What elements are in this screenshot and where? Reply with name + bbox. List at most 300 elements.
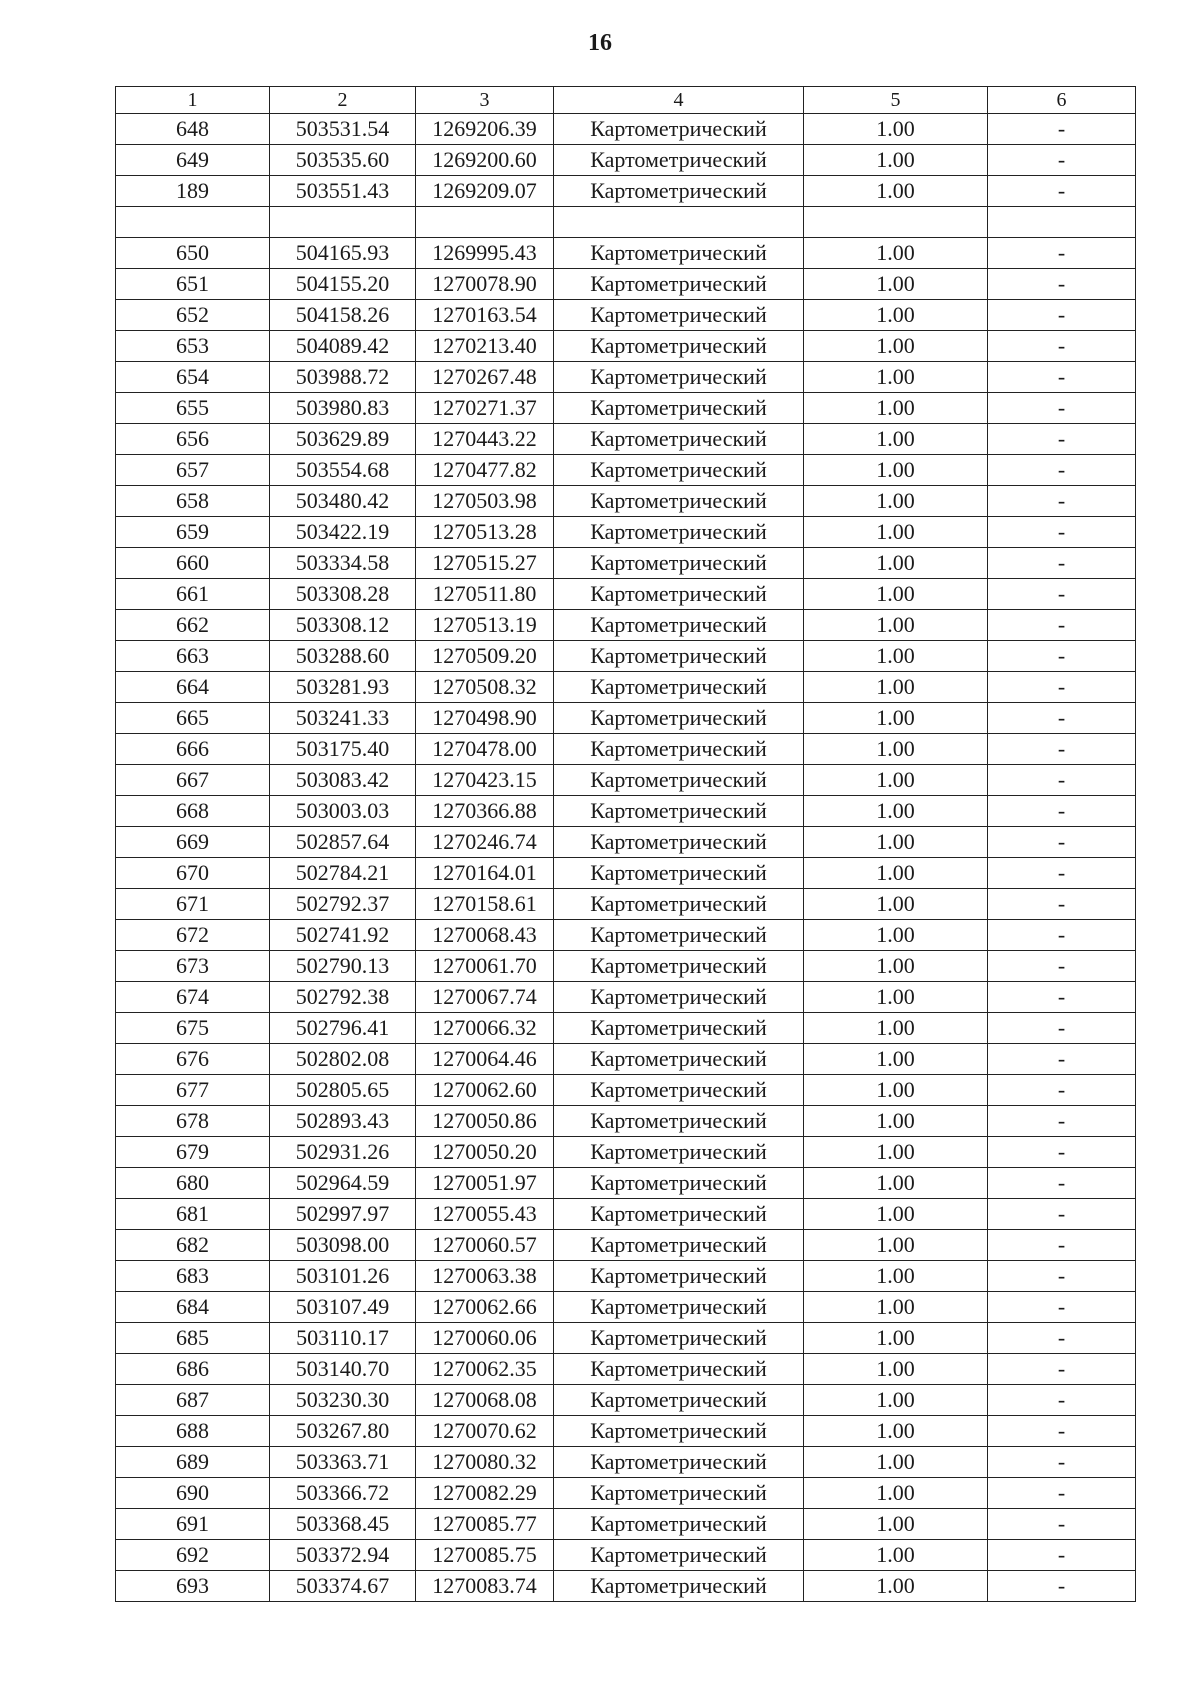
- cell-method: Картометрический: [554, 1385, 804, 1416]
- cell-note: -: [988, 1447, 1136, 1478]
- cell-point-number: 671: [116, 889, 270, 920]
- cell-y-coordinate: 1270070.62: [416, 1416, 554, 1447]
- cell-note: -: [988, 920, 1136, 951]
- cell-y-coordinate: 1270068.43: [416, 920, 554, 951]
- table-row: [116, 1106, 1136, 1137]
- cell-y-coordinate: 1270085.77: [416, 1509, 554, 1540]
- cell-method: Картометрический: [554, 920, 804, 951]
- cell-accuracy: 1.00: [804, 1044, 988, 1075]
- table-row: [116, 1013, 1136, 1044]
- cell-y-coordinate: 1270267.48: [416, 362, 554, 393]
- cell-method: Картометрический: [554, 1168, 804, 1199]
- cell-y-coordinate: 1270050.86: [416, 1106, 554, 1137]
- cell-accuracy: 1.00: [804, 579, 988, 610]
- cell-y-coordinate: 1270062.60: [416, 1075, 554, 1106]
- cell-point-number: 667: [116, 765, 270, 796]
- cell-method: Картометрический: [554, 672, 804, 703]
- table-header: [116, 87, 1136, 114]
- cell-y-coordinate: 1270060.57: [416, 1230, 554, 1261]
- cell-x-coordinate: 503368.45: [270, 1509, 416, 1540]
- cell-accuracy: 1.00: [804, 114, 988, 145]
- table-row: [116, 858, 1136, 889]
- cell-note: -: [988, 517, 1136, 548]
- cell-method: Картометрический: [554, 269, 804, 300]
- cell-point-number: 688: [116, 1416, 270, 1447]
- cell-point-number: 687: [116, 1385, 270, 1416]
- cell-y-coordinate: 1269995.43: [416, 238, 554, 269]
- cell-accuracy: 1.00: [804, 1571, 988, 1602]
- table-row: [116, 703, 1136, 734]
- cell-accuracy: 1.00: [804, 796, 988, 827]
- cell-point-number: 683: [116, 1261, 270, 1292]
- cell-accuracy: 1.00: [804, 1106, 988, 1137]
- cell-note: -: [988, 393, 1136, 424]
- cell-x-coordinate: 503308.28: [270, 579, 416, 610]
- cell-y-coordinate: 1270478.00: [416, 734, 554, 765]
- table-row: [116, 1323, 1136, 1354]
- table-row: [116, 672, 1136, 703]
- cell-point-number: 675: [116, 1013, 270, 1044]
- table-row: [116, 982, 1136, 1013]
- cell-note: -: [988, 1230, 1136, 1261]
- cell-accuracy: [804, 207, 988, 238]
- cell-accuracy: 1.00: [804, 889, 988, 920]
- cell-x-coordinate: 504089.42: [270, 331, 416, 362]
- cell-method: Картометрический: [554, 765, 804, 796]
- cell-y-coordinate: 1270213.40: [416, 331, 554, 362]
- column-header-4: 4: [554, 87, 804, 114]
- cell-point-number: 658: [116, 486, 270, 517]
- cell-y-coordinate: 1270513.28: [416, 517, 554, 548]
- cell-accuracy: 1.00: [804, 703, 988, 734]
- cell-method: Картометрический: [554, 1199, 804, 1230]
- cell-note: -: [988, 796, 1136, 827]
- cell-y-coordinate: 1270068.08: [416, 1385, 554, 1416]
- table-row: [116, 1230, 1136, 1261]
- cell-x-coordinate: 503980.83: [270, 393, 416, 424]
- table-row: [116, 1292, 1136, 1323]
- cell-y-coordinate: 1270508.32: [416, 672, 554, 703]
- cell-method: Картометрический: [554, 1478, 804, 1509]
- column-header-2: 2: [270, 87, 416, 114]
- cell-y-coordinate: 1270066.32: [416, 1013, 554, 1044]
- cell-accuracy: 1.00: [804, 1323, 988, 1354]
- cell-accuracy: 1.00: [804, 1261, 988, 1292]
- cell-point-number: 662: [116, 610, 270, 641]
- cell-point-number: 689: [116, 1447, 270, 1478]
- cell-note: -: [988, 1540, 1136, 1571]
- cell-method: Картометрический: [554, 548, 804, 579]
- cell-y-coordinate: 1270511.80: [416, 579, 554, 610]
- cell-accuracy: 1.00: [804, 424, 988, 455]
- cell-method: Картометрический: [554, 796, 804, 827]
- cell-method: Картометрический: [554, 610, 804, 641]
- cell-accuracy: 1.00: [804, 765, 988, 796]
- table-row: [116, 610, 1136, 641]
- cell-note: -: [988, 827, 1136, 858]
- cell-y-coordinate: 1270062.66: [416, 1292, 554, 1323]
- cell-accuracy: 1.00: [804, 1199, 988, 1230]
- cell-y-coordinate: 1270271.37: [416, 393, 554, 424]
- cell-method: Картометрический: [554, 982, 804, 1013]
- cell-x-coordinate: 504165.93: [270, 238, 416, 269]
- table-row: [116, 393, 1136, 424]
- cell-accuracy: 1.00: [804, 1385, 988, 1416]
- cell-point-number: 659: [116, 517, 270, 548]
- table-body: [116, 114, 1136, 1602]
- cell-accuracy: 1.00: [804, 827, 988, 858]
- cell-note: -: [988, 641, 1136, 672]
- cell-accuracy: 1.00: [804, 858, 988, 889]
- cell-y-coordinate: 1269209.07: [416, 176, 554, 207]
- cell-x-coordinate: 502931.26: [270, 1137, 416, 1168]
- cell-y-coordinate: 1270085.75: [416, 1540, 554, 1571]
- cell-accuracy: 1.00: [804, 238, 988, 269]
- cell-method: Картометрический: [554, 331, 804, 362]
- cell-y-coordinate: 1270509.20: [416, 641, 554, 672]
- cell-point-number: 668: [116, 796, 270, 827]
- table-row: [116, 1509, 1136, 1540]
- cell-point-number: 660: [116, 548, 270, 579]
- table-row: [116, 1137, 1136, 1168]
- table-row: [116, 827, 1136, 858]
- cell-accuracy: 1.00: [804, 734, 988, 765]
- cell-y-coordinate: 1270050.20: [416, 1137, 554, 1168]
- cell-point-number: 669: [116, 827, 270, 858]
- cell-method: Картометрический: [554, 1292, 804, 1323]
- table-row: [116, 300, 1136, 331]
- cell-method: Картометрический: [554, 145, 804, 176]
- cell-point-number: 674: [116, 982, 270, 1013]
- cell-method: [554, 207, 804, 238]
- cell-x-coordinate: 502792.37: [270, 889, 416, 920]
- cell-method: Картометрический: [554, 486, 804, 517]
- cell-accuracy: 1.00: [804, 548, 988, 579]
- cell-note: -: [988, 362, 1136, 393]
- cell-accuracy: 1.00: [804, 393, 988, 424]
- cell-y-coordinate: 1270063.38: [416, 1261, 554, 1292]
- cell-x-coordinate: 502802.08: [270, 1044, 416, 1075]
- cell-x-coordinate: 503003.03: [270, 796, 416, 827]
- cell-y-coordinate: 1270366.88: [416, 796, 554, 827]
- cell-method: Картометрический: [554, 703, 804, 734]
- cell-method: Картометрический: [554, 1571, 804, 1602]
- cell-point-number: 686: [116, 1354, 270, 1385]
- cell-y-coordinate: 1270246.74: [416, 827, 554, 858]
- cell-note: -: [988, 1199, 1136, 1230]
- cell-method: Картометрический: [554, 114, 804, 145]
- cell-note: -: [988, 486, 1136, 517]
- cell-accuracy: 1.00: [804, 300, 988, 331]
- cell-y-coordinate: 1270503.98: [416, 486, 554, 517]
- cell-accuracy: 1.00: [804, 517, 988, 548]
- cell-note: -: [988, 1261, 1136, 1292]
- table-row: [116, 1478, 1136, 1509]
- cell-y-coordinate: [416, 207, 554, 238]
- cell-point-number: 652: [116, 300, 270, 331]
- cell-x-coordinate: 503267.80: [270, 1416, 416, 1447]
- cell-method: Картометрический: [554, 1509, 804, 1540]
- cell-note: -: [988, 300, 1136, 331]
- cell-point-number: 690: [116, 1478, 270, 1509]
- table-row: [116, 1261, 1136, 1292]
- cell-note: -: [988, 1385, 1136, 1416]
- table-row: [116, 1199, 1136, 1230]
- table-row: [116, 734, 1136, 765]
- cell-method: Картометрический: [554, 1075, 804, 1106]
- cell-y-coordinate: 1270164.01: [416, 858, 554, 889]
- cell-x-coordinate: 503366.72: [270, 1478, 416, 1509]
- cell-accuracy: 1.00: [804, 1447, 988, 1478]
- table-row: [116, 207, 1136, 238]
- cell-accuracy: 1.00: [804, 1540, 988, 1571]
- column-header-1: 1: [116, 87, 270, 114]
- table-row: [116, 1540, 1136, 1571]
- cell-point-number: 678: [116, 1106, 270, 1137]
- cell-method: Картометрический: [554, 1447, 804, 1478]
- table-row: [116, 548, 1136, 579]
- cell-note: -: [988, 1323, 1136, 1354]
- cell-accuracy: 1.00: [804, 1478, 988, 1509]
- cell-note: -: [988, 176, 1136, 207]
- cell-point-number: 693: [116, 1571, 270, 1602]
- cell-y-coordinate: 1270477.82: [416, 455, 554, 486]
- cell-y-coordinate: 1270443.22: [416, 424, 554, 455]
- table-row: [116, 920, 1136, 951]
- table-row: [116, 424, 1136, 455]
- cell-method: Картометрический: [554, 1044, 804, 1075]
- cell-accuracy: 1.00: [804, 269, 988, 300]
- cell-point-number: 648: [116, 114, 270, 145]
- cell-y-coordinate: 1270515.27: [416, 548, 554, 579]
- cell-x-coordinate: 503241.33: [270, 703, 416, 734]
- cell-y-coordinate: 1270513.19: [416, 610, 554, 641]
- header-row: [116, 87, 1136, 114]
- cell-method: Картометрический: [554, 517, 804, 548]
- table-row: [116, 238, 1136, 269]
- cell-x-coordinate: 503308.12: [270, 610, 416, 641]
- cell-accuracy: 1.00: [804, 1416, 988, 1447]
- table-row: [116, 1168, 1136, 1199]
- cell-x-coordinate: 503988.72: [270, 362, 416, 393]
- cell-note: -: [988, 1478, 1136, 1509]
- cell-note: -: [988, 269, 1136, 300]
- cell-y-coordinate: 1270067.74: [416, 982, 554, 1013]
- cell-point-number: 657: [116, 455, 270, 486]
- cell-accuracy: 1.00: [804, 145, 988, 176]
- cell-x-coordinate: 503372.94: [270, 1540, 416, 1571]
- cell-x-coordinate: 503334.58: [270, 548, 416, 579]
- cell-y-coordinate: 1270051.97: [416, 1168, 554, 1199]
- cell-x-coordinate: [270, 207, 416, 238]
- cell-x-coordinate: 503281.93: [270, 672, 416, 703]
- table-row: [116, 269, 1136, 300]
- cell-point-number: 680: [116, 1168, 270, 1199]
- cell-x-coordinate: 502964.59: [270, 1168, 416, 1199]
- cell-x-coordinate: 503098.00: [270, 1230, 416, 1261]
- cell-x-coordinate: 503363.71: [270, 1447, 416, 1478]
- cell-y-coordinate: 1269200.60: [416, 145, 554, 176]
- cell-method: Картометрический: [554, 579, 804, 610]
- table-row: [116, 1571, 1136, 1602]
- cell-x-coordinate: 502805.65: [270, 1075, 416, 1106]
- cell-note: -: [988, 579, 1136, 610]
- cell-method: Картометрический: [554, 1416, 804, 1447]
- column-header-6: 6: [988, 87, 1136, 114]
- table-row: [116, 1416, 1136, 1447]
- cell-point-number: 672: [116, 920, 270, 951]
- cell-x-coordinate: 503140.70: [270, 1354, 416, 1385]
- cell-method: Картометрический: [554, 455, 804, 486]
- table-row: [116, 517, 1136, 548]
- cell-point-number: [116, 207, 270, 238]
- cell-point-number: 692: [116, 1540, 270, 1571]
- cell-method: Картометрический: [554, 1137, 804, 1168]
- cell-note: -: [988, 1013, 1136, 1044]
- cell-note: -: [988, 672, 1136, 703]
- cell-method: Картометрический: [554, 889, 804, 920]
- cell-x-coordinate: 504158.26: [270, 300, 416, 331]
- cell-note: -: [988, 951, 1136, 982]
- table-row: [116, 486, 1136, 517]
- cell-method: Картометрический: [554, 641, 804, 672]
- cell-point-number: 684: [116, 1292, 270, 1323]
- column-header-3: 3: [416, 87, 554, 114]
- table-row: [116, 455, 1136, 486]
- cell-point-number: 681: [116, 1199, 270, 1230]
- cell-accuracy: 1.00: [804, 176, 988, 207]
- cell-y-coordinate: 1270061.70: [416, 951, 554, 982]
- cell-point-number: 650: [116, 238, 270, 269]
- cell-point-number: 677: [116, 1075, 270, 1106]
- cell-accuracy: 1.00: [804, 362, 988, 393]
- cell-accuracy: 1.00: [804, 951, 988, 982]
- cell-note: [988, 207, 1136, 238]
- table-row: [116, 362, 1136, 393]
- cell-note: -: [988, 982, 1136, 1013]
- table-row: [116, 951, 1136, 982]
- cell-x-coordinate: 502792.38: [270, 982, 416, 1013]
- cell-method: Картометрический: [554, 362, 804, 393]
- cell-note: -: [988, 889, 1136, 920]
- cell-method: Картометрический: [554, 1540, 804, 1571]
- table-row: [116, 1044, 1136, 1075]
- cell-point-number: 691: [116, 1509, 270, 1540]
- cell-x-coordinate: 503531.54: [270, 114, 416, 145]
- cell-accuracy: 1.00: [804, 331, 988, 362]
- cell-x-coordinate: 503422.19: [270, 517, 416, 548]
- table-row: [116, 1075, 1136, 1106]
- cell-y-coordinate: 1270498.90: [416, 703, 554, 734]
- cell-note: -: [988, 145, 1136, 176]
- cell-note: -: [988, 1106, 1136, 1137]
- cell-x-coordinate: 503480.42: [270, 486, 416, 517]
- cell-point-number: 661: [116, 579, 270, 610]
- cell-point-number: 189: [116, 176, 270, 207]
- cell-note: -: [988, 1509, 1136, 1540]
- cell-note: -: [988, 1292, 1136, 1323]
- cell-accuracy: 1.00: [804, 1509, 988, 1540]
- cell-x-coordinate: 503554.68: [270, 455, 416, 486]
- cell-x-coordinate: 502796.41: [270, 1013, 416, 1044]
- page-number: 16: [588, 30, 612, 56]
- cell-y-coordinate: 1270078.90: [416, 269, 554, 300]
- cell-note: -: [988, 858, 1136, 889]
- cell-point-number: 651: [116, 269, 270, 300]
- cell-point-number: 663: [116, 641, 270, 672]
- cell-method: Картометрический: [554, 393, 804, 424]
- cell-note: -: [988, 424, 1136, 455]
- cell-x-coordinate: 503374.67: [270, 1571, 416, 1602]
- table-row: [116, 114, 1136, 145]
- table-row: [116, 765, 1136, 796]
- cell-method: Картометрический: [554, 734, 804, 765]
- cell-y-coordinate: 1270080.32: [416, 1447, 554, 1478]
- cell-point-number: 673: [116, 951, 270, 982]
- table-row: [116, 1385, 1136, 1416]
- cell-accuracy: 1.00: [804, 672, 988, 703]
- cell-point-number: 665: [116, 703, 270, 734]
- cell-y-coordinate: 1270423.15: [416, 765, 554, 796]
- cell-note: -: [988, 734, 1136, 765]
- cell-note: -: [988, 1075, 1136, 1106]
- cell-point-number: 649: [116, 145, 270, 176]
- cell-point-number: 666: [116, 734, 270, 765]
- table-row: [116, 889, 1136, 920]
- cell-accuracy: 1.00: [804, 1137, 988, 1168]
- cell-accuracy: 1.00: [804, 610, 988, 641]
- cell-x-coordinate: 502857.64: [270, 827, 416, 858]
- cell-note: -: [988, 114, 1136, 145]
- cell-note: -: [988, 455, 1136, 486]
- cell-method: Картометрический: [554, 176, 804, 207]
- table-row: [116, 1447, 1136, 1478]
- cell-x-coordinate: 502741.92: [270, 920, 416, 951]
- cell-x-coordinate: 503629.89: [270, 424, 416, 455]
- cell-method: Картометрический: [554, 300, 804, 331]
- cell-x-coordinate: 503083.42: [270, 765, 416, 796]
- cell-point-number: 682: [116, 1230, 270, 1261]
- cell-x-coordinate: 503110.17: [270, 1323, 416, 1354]
- cell-x-coordinate: 504155.20: [270, 269, 416, 300]
- cell-x-coordinate: 503230.30: [270, 1385, 416, 1416]
- cell-x-coordinate: 503288.60: [270, 641, 416, 672]
- cell-method: Картометрический: [554, 1354, 804, 1385]
- cell-point-number: 656: [116, 424, 270, 455]
- cell-note: -: [988, 1354, 1136, 1385]
- cell-accuracy: 1.00: [804, 982, 988, 1013]
- table-row: [116, 176, 1136, 207]
- cell-x-coordinate: 503101.26: [270, 1261, 416, 1292]
- cell-x-coordinate: 502790.13: [270, 951, 416, 982]
- cell-x-coordinate: 503551.43: [270, 176, 416, 207]
- cell-y-coordinate: 1270163.54: [416, 300, 554, 331]
- cell-accuracy: 1.00: [804, 455, 988, 486]
- cell-y-coordinate: 1270083.74: [416, 1571, 554, 1602]
- cell-point-number: 679: [116, 1137, 270, 1168]
- cell-y-coordinate: 1270062.35: [416, 1354, 554, 1385]
- cell-y-coordinate: 1270158.61: [416, 889, 554, 920]
- column-header-5: 5: [804, 87, 988, 114]
- table-row: [116, 145, 1136, 176]
- cell-note: -: [988, 703, 1136, 734]
- cell-accuracy: 1.00: [804, 1075, 988, 1106]
- cell-accuracy: 1.00: [804, 1013, 988, 1044]
- cell-accuracy: 1.00: [804, 1292, 988, 1323]
- cell-method: Картометрический: [554, 424, 804, 455]
- cell-note: -: [988, 238, 1136, 269]
- cell-method: Картометрический: [554, 1261, 804, 1292]
